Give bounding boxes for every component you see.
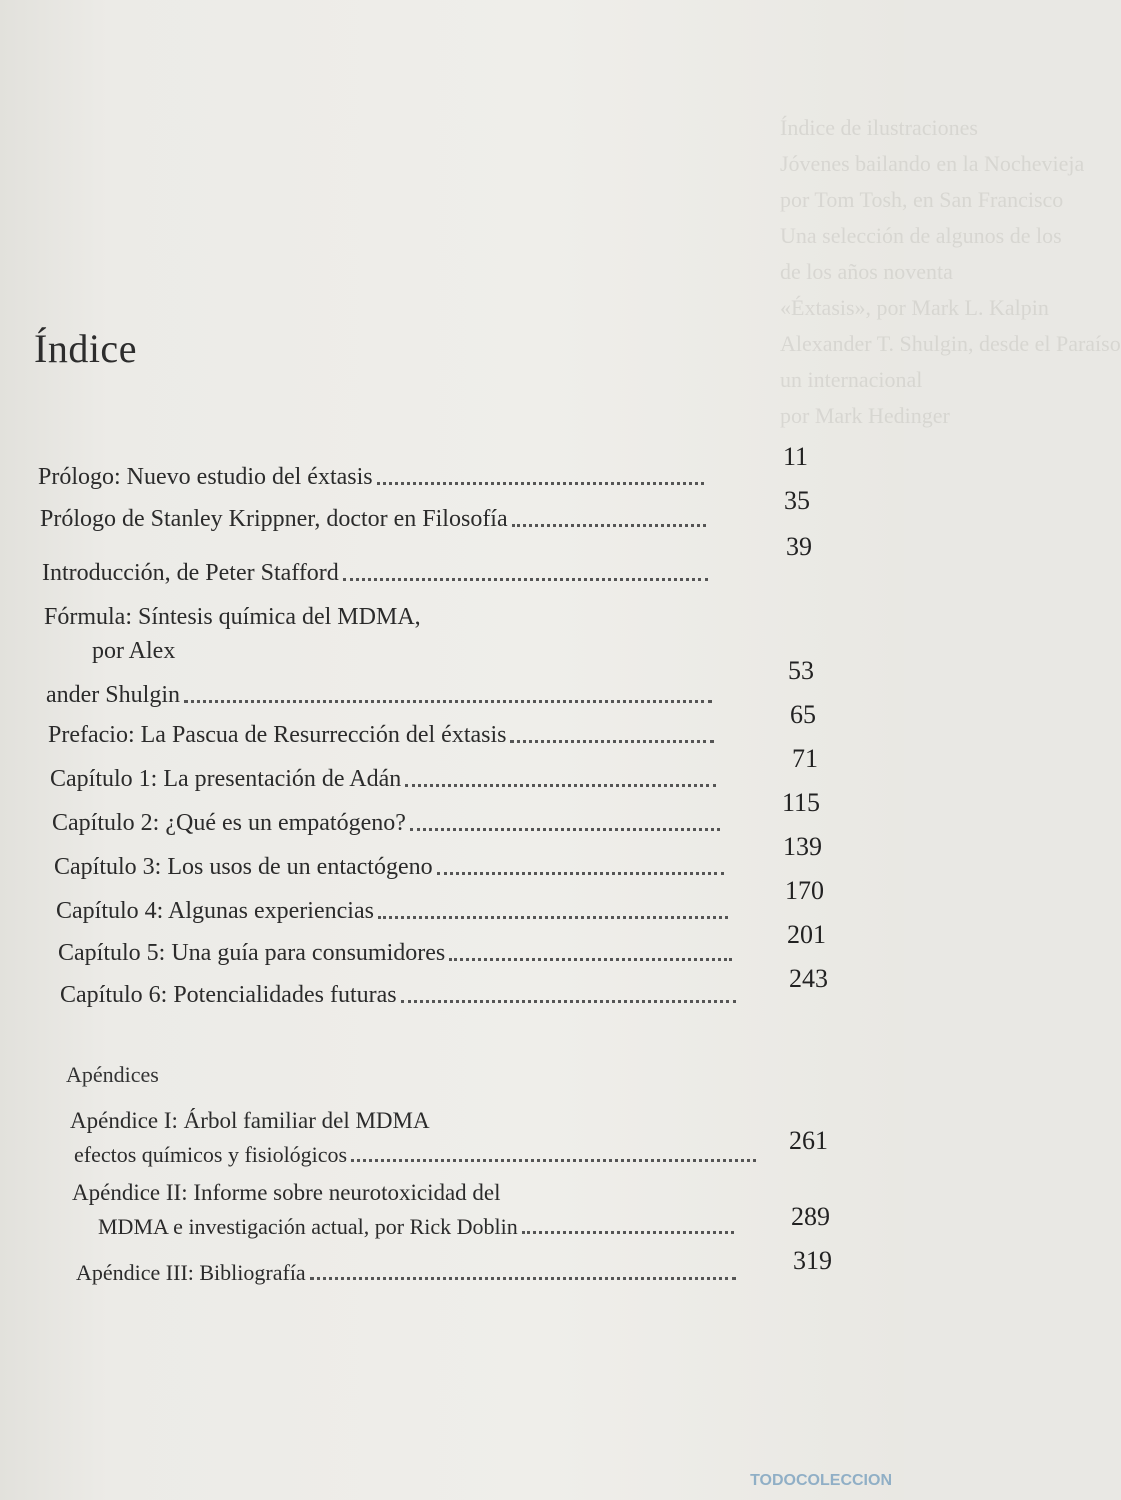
page-number: 71 [792,744,818,773]
entry-label-cont: MDMA e investigación actual, por Rick Doblin [98,1214,518,1239]
toc-entry [60,982,740,1009]
page-number: 139 [783,832,822,861]
page-number: 39 [786,532,812,561]
toc-entry [54,854,728,881]
entry-label: Capítulo 6: Potencialidades futuras [60,982,397,1008]
page-number: 319 [793,1246,832,1275]
entry-label: Prólogo: Nuevo estudio del éxtasis [38,464,373,490]
entry-label: Capítulo 5: Una guía para consumidores [58,940,446,966]
leader-dots [401,1000,736,1003]
leader-dots [449,958,732,961]
leader-dots [437,872,724,875]
page-number: 35 [784,486,810,515]
entry-label: Fórmula: Síntesis química del MDMA, [44,604,421,630]
page-number: 243 [789,964,828,993]
toc-entry [74,1142,760,1168]
page-number: 53 [788,656,814,685]
page-number: 261 [789,1126,828,1155]
leader-dots [405,784,716,787]
toc-entry [52,810,724,837]
leader-dots [343,578,708,581]
ghost-line: Una selección de algunos de los [780,223,1062,248]
ghost-line: Índice de ilustraciones [780,115,978,140]
ghost-line: Alexander T. Shulgin, desde el Paraíso [780,331,1121,356]
watermark: TODOCOLECCION [750,1472,892,1489]
toc-entry [48,722,718,749]
toc-entry [98,1214,738,1240]
toc-entry [56,898,732,925]
leader-dots [184,700,712,703]
leader-dots [510,740,714,743]
ghost-line: de los años noventa [780,259,953,284]
page-number: 201 [787,920,826,949]
ghost-line: Jóvenes bailando en la Nochevieja [780,151,1085,176]
entry-label: Apéndice I: Árbol familiar del MDMA [70,1108,430,1133]
ghost-line: «Éxtasis», por Mark L. Kalpin [780,295,1049,320]
entry-label-cont: efectos químicos y fisiológicos [74,1142,348,1167]
entry-label-cont: por Alex [92,638,176,664]
ghost-line: por Mark Hedinger [780,403,950,428]
toc-entry [38,464,708,491]
ghost-line: por Tom Tosh, en San Francisco [780,187,1064,212]
entry-label: Apéndice III: Bibliografía [76,1260,306,1285]
page-number: 115 [781,788,820,817]
entry-label: Introducción, de Peter Stafford [42,560,339,586]
appendices-heading: Apéndices [66,1062,159,1087]
page-number: 11 [782,442,808,471]
entry-label: Prefacio: La Pascua de Resurrección del éxtasis [48,722,507,748]
show-through-text [780,110,1121,434]
leader-dots [522,1231,734,1234]
entry-label: Capítulo 1: La presentación de Adán [50,766,402,792]
page-number: 65 [790,700,816,729]
toc-entry [42,560,712,587]
entry-label: Prólogo de Stanley Krippner, doctor en Filosofía [40,506,508,532]
leader-dots [351,1159,756,1162]
leader-dots [378,916,728,919]
entry-label-cont: ander Shulgin [46,682,180,708]
leader-dots [410,828,720,831]
toc-entry [50,766,720,793]
ghost-line: un internacional [780,367,923,392]
entry-label: Apéndice II: Informe sobre neurotoxicidad del [72,1180,501,1205]
leader-dots [377,482,704,485]
toc-entry [40,506,710,533]
toc-entry [46,682,716,709]
page-number: 170 [785,876,824,905]
toc-entry [76,1260,740,1286]
leader-dots [512,524,706,527]
leader-dots [310,1277,736,1280]
entry-label: Capítulo 2: ¿Qué es un empatógeno? [52,810,406,836]
toc-entry [58,940,736,967]
page-title: Índice [34,326,137,371]
entry-label: Capítulo 4: Algunas experiencias [56,898,374,924]
page-number: 289 [791,1202,830,1231]
entry-label: Capítulo 3: Los usos de un entactógeno [54,854,433,880]
